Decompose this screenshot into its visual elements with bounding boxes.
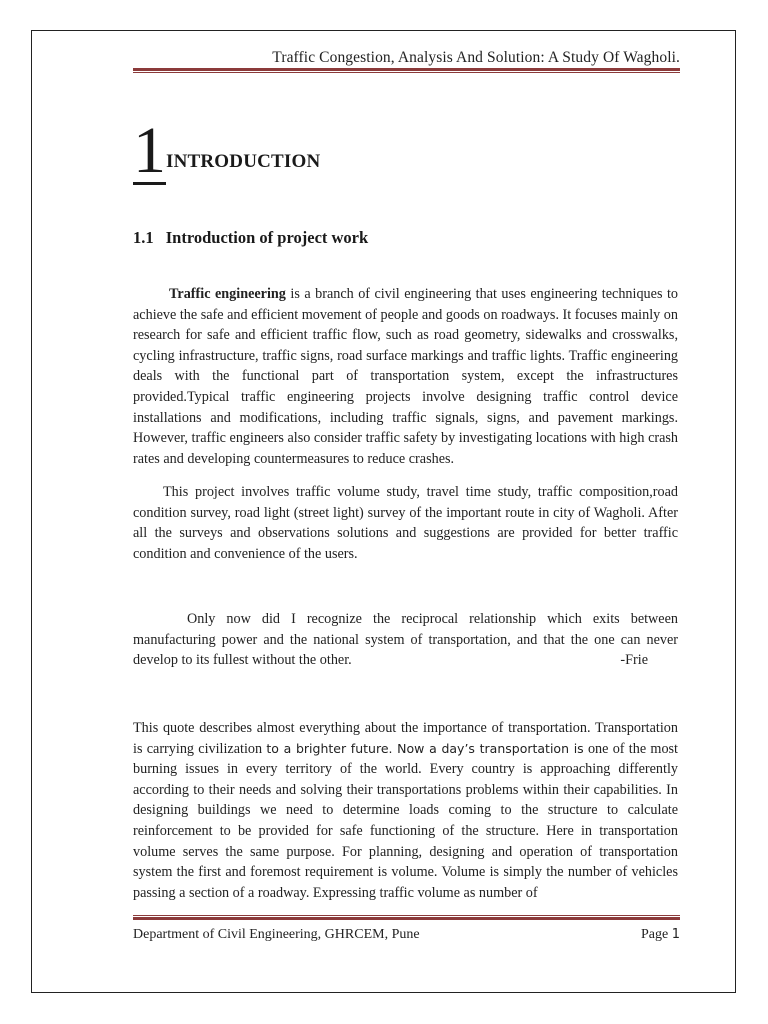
paragraph-quote-explanation xyxy=(133,718,678,903)
paragraph-traffic-engineering xyxy=(133,284,678,469)
running-header: Traffic Congestion, Analysis And Solution: A Study Of Wagholi. xyxy=(272,49,680,66)
chapter-title: INTRODUCTION xyxy=(166,151,321,172)
page-label: Page xyxy=(641,927,669,942)
footer-page xyxy=(641,927,680,943)
footer-rule xyxy=(133,915,680,920)
paragraph-text: This quote describes almost everything about the importance of transportation. Transportation is carrying civilization xyxy=(133,720,678,757)
section-title: Introduction of project work xyxy=(165,228,369,247)
paragraph-text: is a branch of civil engineering that uses engineering techniques to achieve the safe and efficient movement of people and goods on roadways. It focuses mainly on research for safe and efficient traffic flow, such as road geometry, sidewalks and crosswalks, cycling infrastructure, traffic signs, road surface markings and traffic lights. Traffic engineering deals with the functional part of transportation system, except the infrastructures provided.Typical traffic engineering projects involve designing traffic control device installations and modifications, including traffic signals, signs, and pavement markings. However, traffic engineers also consider traffic safety by investigating locations with high crash rates and developing countermeasures to reduce crashes. xyxy=(133,286,678,467)
footer-department: Department of Civil Engineering, GHRCEM, Pune xyxy=(133,927,420,942)
header-rule xyxy=(133,68,680,73)
chapter-heading xyxy=(133,114,321,187)
page-number: 1 xyxy=(671,927,680,942)
quote-author: -Frie xyxy=(620,652,648,669)
paragraph-text-sans: to a brighter future. Now a day’s transportation is xyxy=(266,740,584,756)
chapter-number: 1 xyxy=(133,114,166,187)
paragraph-text: one of the most burning issues in every territory of the world. Every country is approaching differently according to their needs and solving their transportations problems within their capabilities. In designing buildings we need to determine loads coming to the structure to calculate reinforcement to be provided for safe functioning of the structure. Here in transportation volume serves the same purpose. For planning, designing and operation of transportation system the first and foremost requirement is volume. Volume is simply the number of vehicles passing a section of a roadway. Expressing traffic volume as number of xyxy=(133,740,678,901)
section-heading xyxy=(133,228,368,248)
quote-text: Only now did I recognize the reciprocal relationship which exits between manufacturing power and the national system of transportation, and that the one can never develop to its fullest without the other. xyxy=(133,611,678,669)
section-number: 1.1 xyxy=(133,228,154,247)
bold-term: Traffic engineering xyxy=(169,286,286,302)
quote-block xyxy=(133,609,678,671)
paragraph-project-scope: This project involves traffic volume study, travel time study, traffic composition,road condition survey, road light (street light) survey of the important route in city of Wagholi. After all the surveys and observations solutions and suggestions are provided for better traffic condition and convenience of the users. xyxy=(133,484,678,562)
